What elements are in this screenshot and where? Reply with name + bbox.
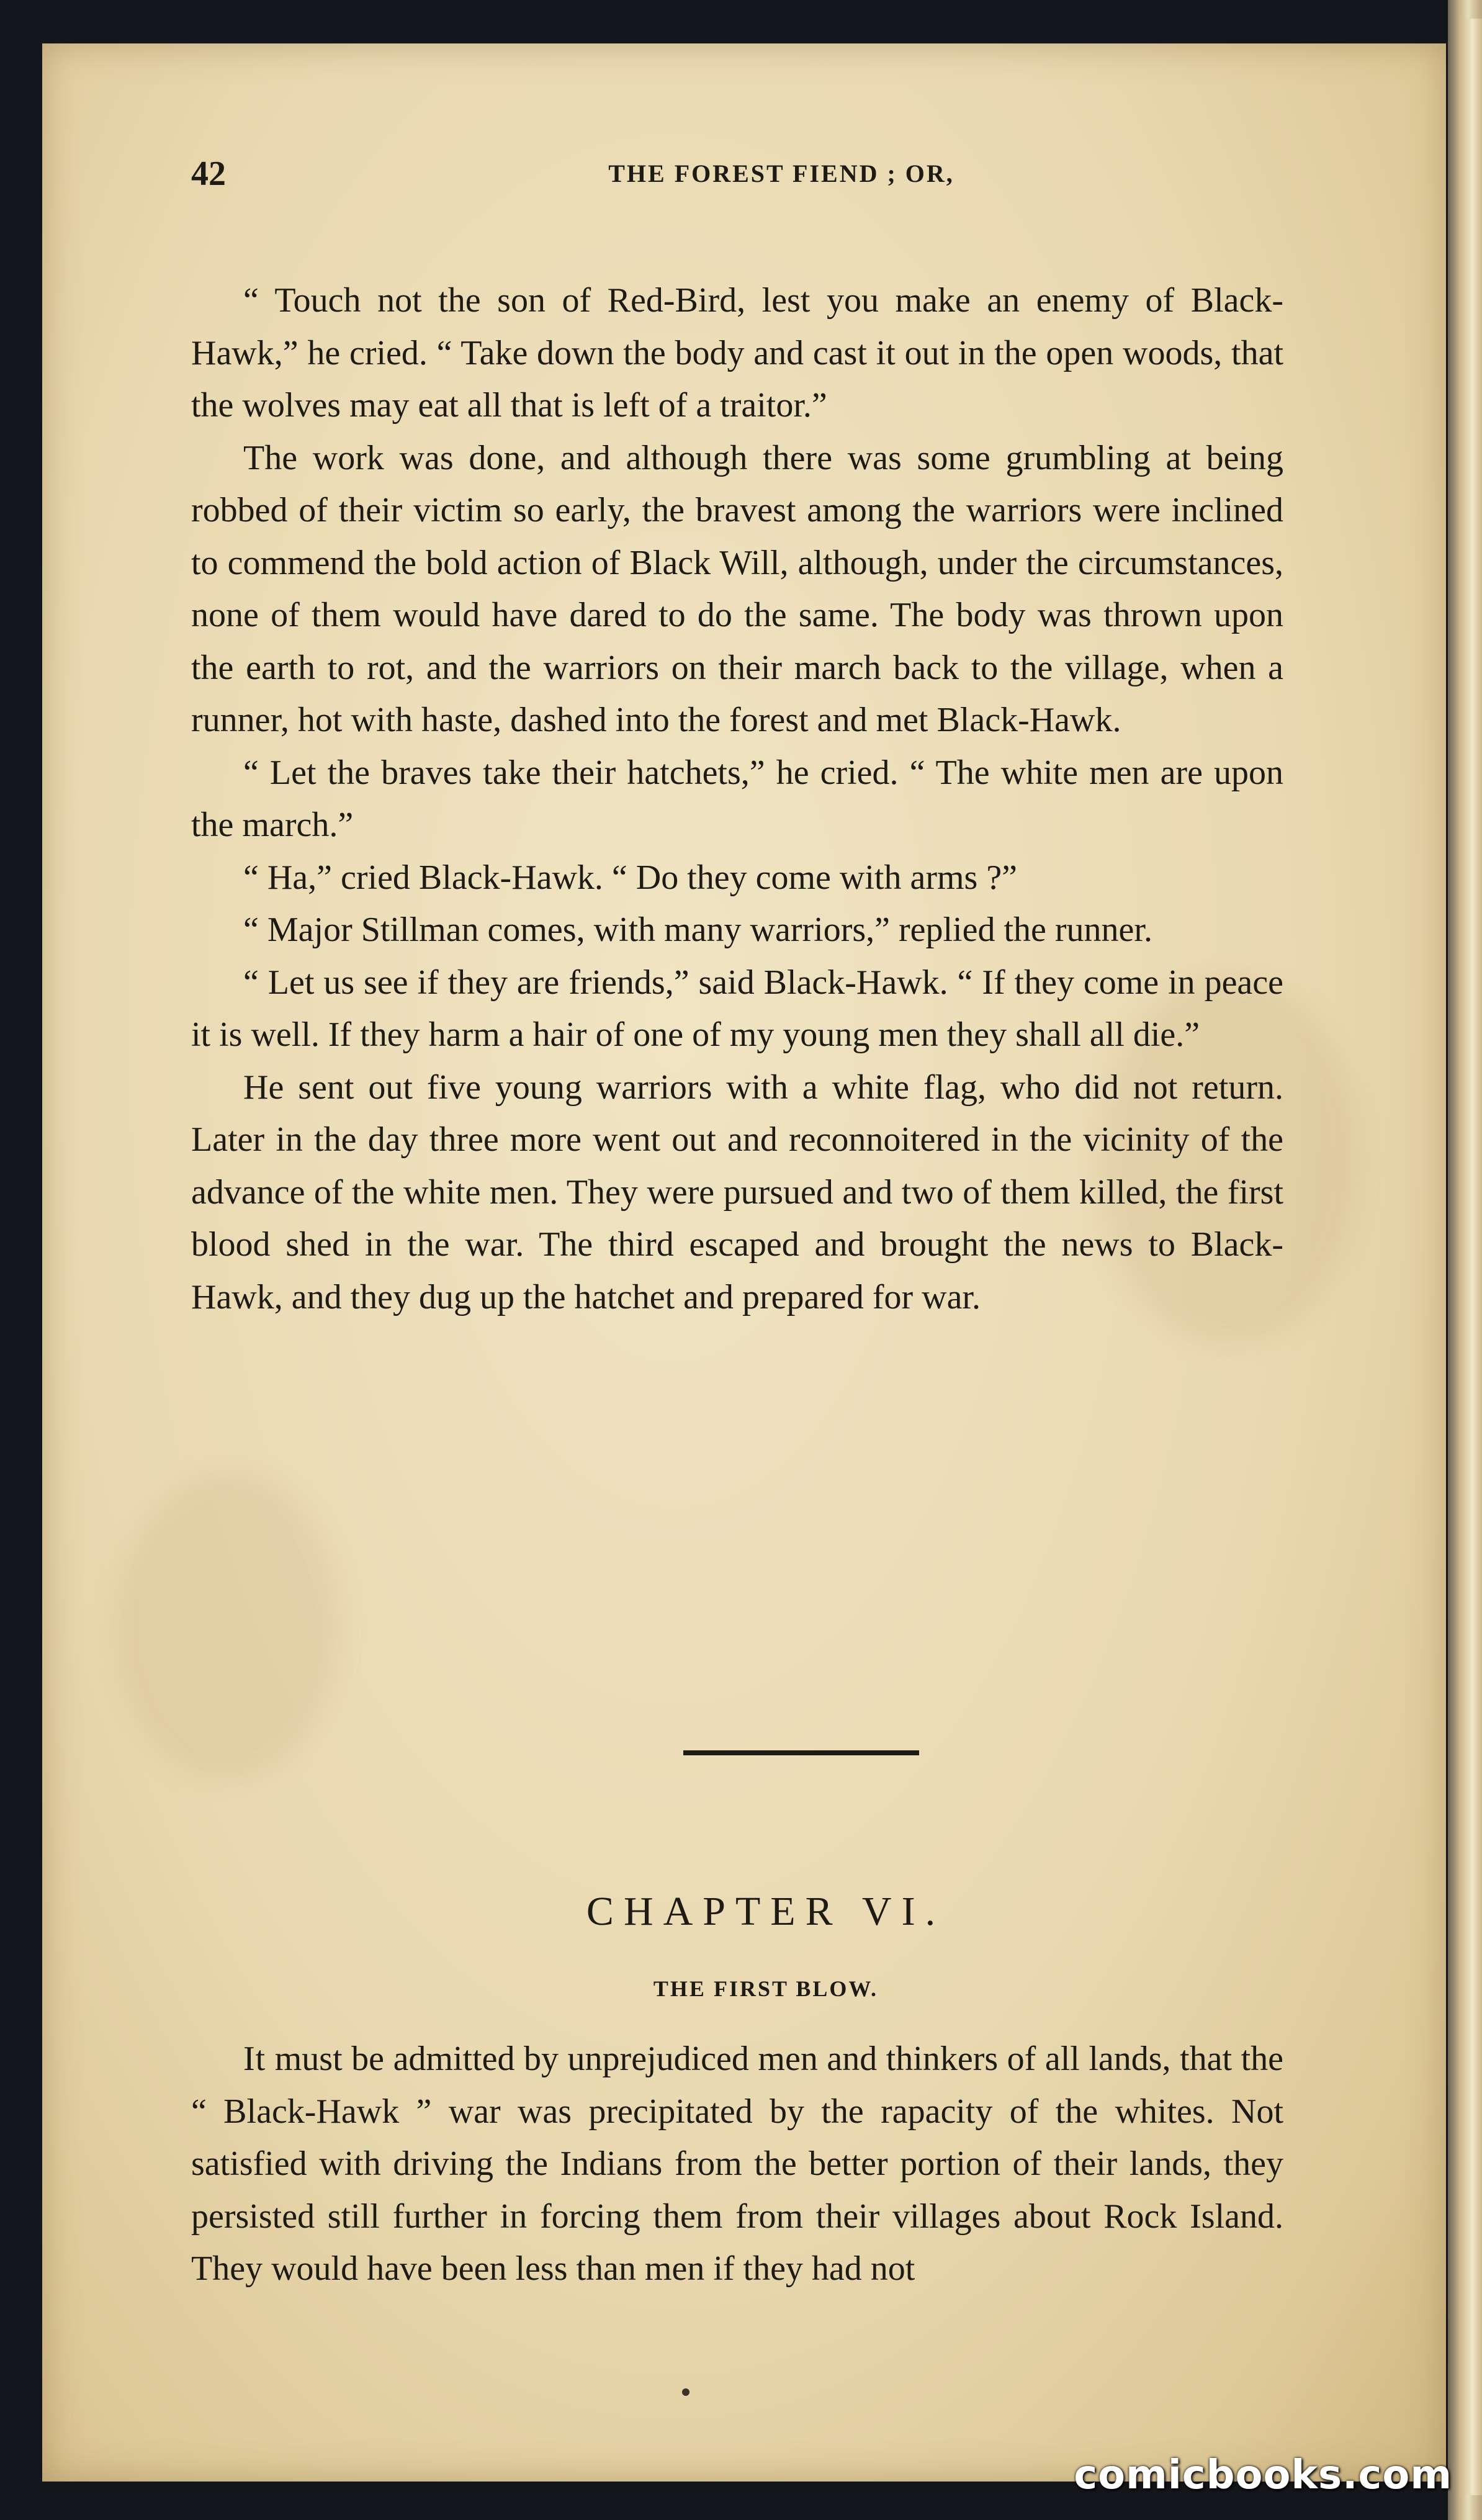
paragraph: “ Major Stillman comes, with many warriors,” replied the runner. [243,911,1152,949]
chapter-opening-paragraph [191,2033,1283,2295]
watermark: comicbooks.com [1074,2452,1452,2498]
paragraph: The work was done, and although there was some grumbling at being robbed of their victim so early, the bravest among the warriors were inclined to commend the bold action of Black Will, although, under the circumstances, none of them would have dared to do the same. The body was thrown upon the earth to rot, and the warriors on their march back to the village, when a runner, hot with haste, dashed into the forest and met Black-Hawk. [191,438,1283,739]
book-page [42,43,1446,2482]
paragraph: “ Ha,” cried Black-Hawk. “ Do they come with arms ?” [243,858,1018,897]
running-head: THE FOREST FIEND ; OR, [608,160,954,187]
page-edges [1463,19,1482,2495]
chapter-subtitle: THE FIRST BLOW. [653,1976,879,2001]
printer-mark [682,2388,689,2396]
body-text [191,274,1283,1323]
paragraph: “ Touch not the son of Red-Bird, lest you make an enemy of Black-Hawk,” he cried. “ Take down the body and cast it out in the open woods, that the wolves may eat all that is left of a traitor.” [191,281,1283,425]
chapter-opening-text [191,2033,1283,2295]
page-header [42,143,1446,205]
section-divider [683,1750,919,1755]
paper-stain [117,1471,340,1781]
paragraph: “ Let us see if they are friends,” said Black-Hawk. “ If they come in peace it is well. If they harm a hair of one of my young men they shall all die.” [191,963,1283,1054]
lead-word: It [243,2040,266,2078]
opening-text: must be admitted by unprejudiced men and thinkers of all lands, that the “ Black-Hawk ” war was precipitated by the rapacity of the whites. Not satisfied with driving the Indians from the better portion of their lands, they persisted still further in forcing them from their villages about Rock Island. They would have been less than men if they had not [191,2040,1283,2288]
paragraph: He sent out five young warriors with a white flag, who did not return. Later in the day three more went out and reconnoitered in the vicinity of the advance of the white men. They were pursued and two of them killed, the first blood shed in the war. The third escaped and brought the news to Black-Hawk, and they dug up the hatchet and prepared for war. [191,1068,1283,1316]
chapter-title: CHAPTER VI. [586,1889,946,1934]
paragraph: “ Let the braves take their hatchets,” he cried. “ The white men are upon the march.” [191,753,1283,844]
page-number: 42 [191,155,226,193]
